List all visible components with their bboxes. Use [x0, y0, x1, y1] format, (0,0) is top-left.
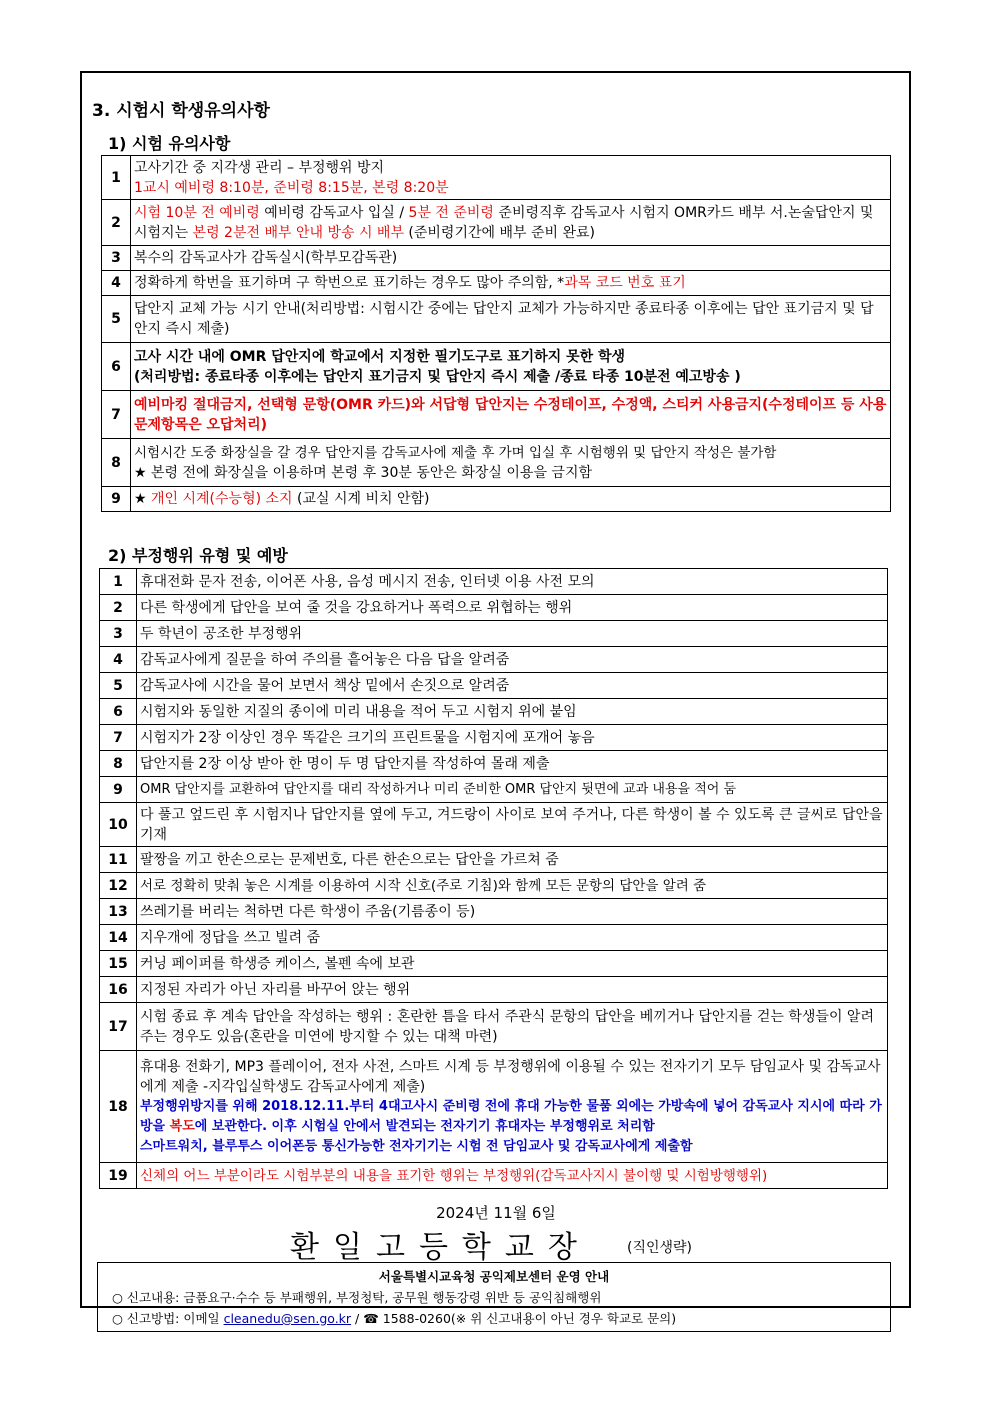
table-row — [100, 1163, 888, 1189]
row-content: 예비마킹 절대금지, 선택형 문항(OMR 카드)와 서답형 답안지는 수정테이프, 수정액, 스티커 사용금지(수정테이프 등 사용 문제항목은 오답처리) — [131, 391, 891, 439]
table-row — [102, 439, 891, 487]
row-content: 답안지 교체 가능 시기 안내(처리방법: 시험시간 중에는 답안지 교체가 가능하지만 종료타종 이후에는 답안 표기금지 및 답안지 즉시 제출) — [131, 296, 891, 343]
row-number: 1 — [100, 569, 137, 595]
document-date: 2024년 11월 6일 — [436, 1204, 556, 1222]
table-row — [100, 873, 888, 899]
row-content: 감독교사에 시간을 물어 보면서 책상 밑에서 손짓으로 알려줌 — [137, 673, 888, 699]
row-content: 시험지가 2장 이상인 경우 똑같은 크기의 프린트물을 시험지에 포개어 놓음 — [137, 725, 888, 751]
table-row — [102, 296, 891, 343]
row-number: 3 — [102, 246, 131, 271]
table-row — [100, 1003, 888, 1051]
row-content: 고사기간 중 지각생 관리 – 부정행위 방지 1교시 예비령 8:10분, 준비령 8:15분, 본령 8:20분 — [131, 156, 891, 200]
row-number: 6 — [100, 699, 137, 725]
table-row — [100, 951, 888, 977]
table-row — [100, 595, 888, 621]
table-row — [100, 725, 888, 751]
table-row — [102, 200, 891, 246]
row-content: 복수의 감독교사가 감독실시(학부모감독관) — [131, 246, 891, 271]
row-number: 1 — [102, 156, 131, 200]
table-row — [100, 803, 888, 847]
notice-title: 서울특별시교육청 공익제보센터 운영 안내 — [378, 1269, 610, 1284]
row-content: 커닝 페이퍼를 학생증 케이스, 볼펜 속에 보관 — [137, 951, 888, 977]
row-number: 15 — [100, 951, 137, 977]
table-row — [102, 487, 891, 512]
table-row — [100, 673, 888, 699]
row-number: 3 — [100, 621, 137, 647]
row-number: 14 — [100, 925, 137, 951]
row-number: 7 — [100, 725, 137, 751]
row-content: 시험 10분 전 예비령 예비령 감독교사 입실 / 5분 전 준비령 준비령직후 감독교사 시험지 OMR카드 배부 서.논술답안지 및 시험지는 본령 2분전 배부 안내 방송 시 배부 (준비령기간에 배부 준비 완료) — [131, 200, 891, 246]
row-number: 17 — [100, 1003, 137, 1051]
row-number: 11 — [100, 847, 137, 873]
row-content: 정확하게 학번을 표기하며 구 학번으로 표기하는 경우도 많아 주의함, *과목 코드 번호 표기 — [131, 271, 891, 296]
principal-signature: 환일고등학교장 — [290, 1230, 591, 1265]
row-content: 지정된 자리가 아닌 자리를 바꾸어 앉는 행위 — [137, 977, 888, 1003]
table-row — [102, 156, 891, 200]
row-number: 18 — [100, 1051, 137, 1163]
row-number: 9 — [100, 777, 137, 803]
table-row — [100, 977, 888, 1003]
table-row — [100, 699, 888, 725]
table-row — [102, 246, 891, 271]
exam-notes-table — [101, 155, 891, 512]
email-link[interactable]: cleanedu@sen.go.kr — [223, 1311, 352, 1326]
table-row — [100, 925, 888, 951]
table-row — [102, 343, 891, 391]
table-row — [100, 647, 888, 673]
row-content: 휴대용 전화기, MP3 플레이어, 전자 사전, 스마트 시계 등 부정행위에 이용될 수 있는 전자기기 모두 담임교사 및 감독교사에게 제출 -지각입실학생도 감독교사에게 제출) 부정행위방지를 위해 2018.12.11.부터 4대고사시 준비령 전에 휴대 가능한 물품 외에는 가방속에 넣어 감독교사 지시에 따라 가방을 복도에 보관한다. 이후 시험실 안에서 발견되는 전자기기 휴대자는 부정행위로 처리함 스마트워치, 블루투스 이어폰등 통신가능한 전자기기는 시험 전 담임교사 및 감독교사에게 제출함 — [137, 1051, 888, 1163]
row-number: 10 — [100, 803, 137, 847]
row-content: 두 학년이 공조한 부정행위 — [137, 621, 888, 647]
row-number: 5 — [100, 673, 137, 699]
whistleblower-notice — [97, 1262, 891, 1332]
row-content: 감독교사에게 질문을 하여 주의를 흩어놓은 다음 답을 알려줌 — [137, 647, 888, 673]
row-number: 13 — [100, 899, 137, 925]
table-row — [100, 569, 888, 595]
row-content: OMR 답안지를 교환하여 답안지를 대리 작성하거나 미리 준비한 OMR 답안지 뒷면에 교과 내용을 적어 둠 — [137, 777, 888, 803]
table-row — [100, 899, 888, 925]
table-row — [102, 271, 891, 296]
row-number: 6 — [102, 343, 131, 391]
row-content: 휴대전화 문자 전송, 이어폰 사용, 음성 메시지 전송, 인터넷 이용 사전 모의 — [137, 569, 888, 595]
row-content: 시험시간 도중 화장실을 갈 경우 답안지를 감독교사에 제출 후 가며 입실 후 시험행위 및 답안지 작성은 불가함 ★ 본령 전에 화장실을 이용하며 본령 후 30분 동안은 화장실 이용을 금지함 — [131, 439, 891, 487]
table-row — [102, 391, 891, 439]
row-number: 8 — [100, 751, 137, 777]
section-title: 3. 시험시 학생유의사항 — [92, 101, 270, 121]
notice-line-method: ○ 신고방법: 이메일 cleanedu@sen.go.kr / ☎ 1588-0260(※ 위 신고내용이 아닌 경우 학교로 문의) — [112, 1311, 677, 1326]
subsection-title-1: 1) 시험 유의사항 — [108, 134, 231, 153]
row-number: 2 — [102, 200, 131, 246]
row-number: 7 — [102, 391, 131, 439]
row-number: 2 — [100, 595, 137, 621]
row-content: 다른 학생에게 답안을 보여 줄 것을 강요하거나 폭력으로 위협하는 행위 — [137, 595, 888, 621]
row-number: 4 — [102, 271, 131, 296]
row-content: 팔짱을 끼고 한손으로는 문제번호, 다른 한손으로는 답안을 가르쳐 줌 — [137, 847, 888, 873]
table-row — [100, 1051, 888, 1163]
row-number: 5 — [102, 296, 131, 343]
notice-line-content: ○ 신고내용: 금품요구·수수 등 부패행위, 부정청탁, 공무원 행동강령 위반 등 공익침해행위 — [112, 1290, 602, 1305]
row-content: ★ 개인 시계(수능형) 소지 (교실 시계 비치 안함) — [131, 487, 891, 512]
row-content: 고사 시간 내에 OMR 답안지에 학교에서 지정한 필기도구로 표기하지 못한 학생 (처리방법: 종료타종 이후에는 답안지 표기금지 및 답안지 즉시 제출 /종료 타종 10분전 예고방송 ) — [131, 343, 891, 391]
row-number: 4 — [100, 647, 137, 673]
row-content: 다 풀고 엎드린 후 시험지나 답안지를 옆에 두고, 겨드랑이 사이로 보여 주거나, 다른 학생이 볼 수 있도록 큰 글씨로 답안을 기재 — [137, 803, 888, 847]
table-row — [100, 777, 888, 803]
row-content: 신체의 어느 부분이라도 시험부분의 내용을 표기한 행위는 부정행위(감독교사지시 불이행 및 시험방행행위) — [137, 1163, 888, 1189]
row-content: 답안지를 2장 이상 받아 한 명이 두 명 답안지를 작성하여 몰래 제출 — [137, 751, 888, 777]
row-content: 시험 종료 후 계속 답안을 작성하는 행위 : 혼란한 틈을 타서 주관식 문항의 답안을 베끼거나 답안지를 걷는 학생들이 알려주는 경우도 있음(혼란을 미연에 방지할 수 있는 대책 마련) — [137, 1003, 888, 1051]
row-content: 쓰레기를 버리는 척하면 다른 학생이 주움(기름종이 등) — [137, 899, 888, 925]
row-number: 19 — [100, 1163, 137, 1189]
misconduct-table — [99, 568, 888, 1189]
row-content: 서로 정확히 맞춰 놓은 시계를 이용하여 시작 신호(주로 기침)와 함께 모든 문항의 답안을 알려 줌 — [137, 873, 888, 899]
seal-note: (직인생략) — [627, 1240, 693, 1256]
row-number: 8 — [102, 439, 131, 487]
row-number: 9 — [102, 487, 131, 512]
table-row — [100, 847, 888, 873]
row-number: 12 — [100, 873, 137, 899]
row-content: 시험지와 동일한 지질의 종이에 미리 내용을 적어 두고 시험지 위에 붙임 — [137, 699, 888, 725]
subsection-title-2: 2) 부정행위 유형 및 예방 — [108, 546, 288, 565]
table-row — [100, 751, 888, 777]
row-number: 16 — [100, 977, 137, 1003]
row-content: 지우개에 정답을 쓰고 빌려 줌 — [137, 925, 888, 951]
table-row — [100, 621, 888, 647]
